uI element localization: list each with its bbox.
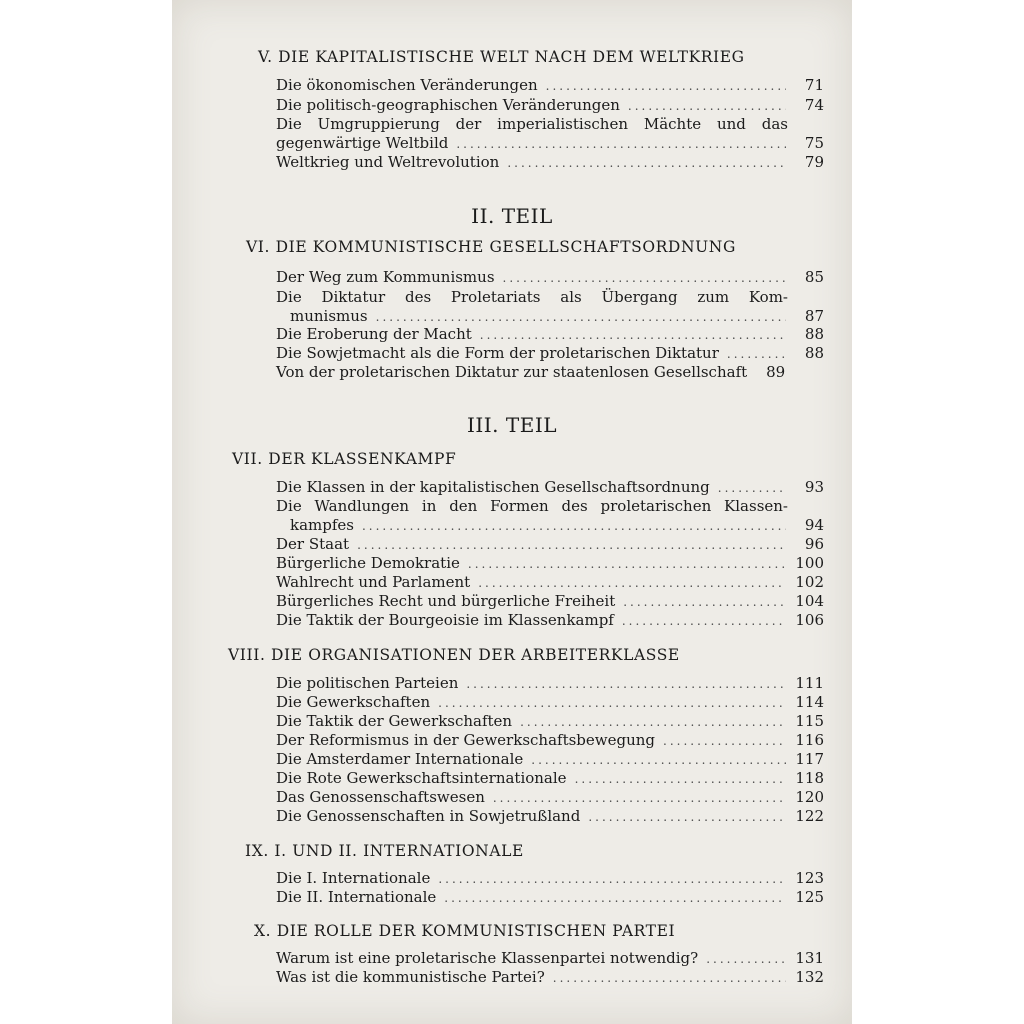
toc-entry	[276, 712, 824, 731]
page-number: 118	[795, 769, 824, 787]
leader-dots	[623, 593, 786, 612]
toc-entry	[276, 497, 824, 535]
page-number: 88	[804, 344, 824, 362]
toc-entry	[276, 769, 824, 788]
leader-dots	[478, 574, 786, 593]
leader-dots	[468, 555, 786, 574]
leader-dots	[546, 77, 786, 96]
toc-entry	[276, 115, 824, 153]
entry-title: Die Rote Gewerkschaftsinternationale	[276, 769, 567, 787]
book-page	[172, 0, 852, 1024]
toc-entry	[276, 674, 824, 693]
leader-dots	[520, 713, 786, 732]
page-number: 85	[804, 268, 824, 286]
toc-entry	[276, 788, 824, 807]
entry-title: gegenwärtige Weltbild	[276, 134, 449, 152]
chapter-heading-v	[258, 48, 745, 66]
toc-entry	[276, 750, 824, 769]
leader-dots	[622, 612, 786, 631]
chapter-title: VI. DIE KOMMUNISTISCHE GESELLSCHAFTSORDNUNG	[246, 238, 736, 256]
entry-title: Die Genossenschaften in Sowjetrußland	[276, 807, 581, 825]
page-number: 125	[795, 888, 824, 906]
chapter-heading-x	[254, 922, 675, 940]
page-number: 120	[795, 788, 824, 806]
entry-title: Der Reformismus in der Gewerkschaftsbewegung	[276, 731, 656, 749]
toc-entry	[276, 731, 824, 750]
leader-dots	[663, 732, 786, 751]
entry-title: Die Sowjetmacht als die Form der proletarischen Diktatur	[276, 344, 719, 362]
entry-title: Weltkrieg und Weltrevolution	[276, 153, 500, 171]
chapter-title: VIII. DIE ORGANISATIONEN DER ARBEITERKLASSE	[228, 646, 680, 664]
page-number: 123	[795, 869, 824, 887]
toc-entry	[276, 478, 824, 497]
toc-entry	[276, 76, 824, 95]
page-number: 93	[804, 478, 824, 496]
page-number: 131	[795, 949, 824, 967]
toc-entry	[276, 611, 824, 630]
entry-title: Die Taktik der Gewerkschaften	[276, 712, 513, 730]
leader-dots	[575, 770, 786, 789]
chapter-title: IX. I. UND II. INTERNATIONALE	[245, 842, 524, 860]
entry-title: Die ökonomischen Veränderungen	[276, 76, 538, 94]
toc-entry	[276, 344, 824, 363]
entry-title: munismus	[290, 307, 368, 325]
toc-entry	[276, 363, 824, 382]
toc-entry	[276, 153, 824, 172]
leader-dots	[507, 154, 786, 173]
leader-dots	[493, 789, 786, 808]
entry-title: Die I. Internationale	[276, 869, 431, 887]
page-number: 114	[795, 693, 824, 711]
leader-dots	[456, 135, 786, 154]
entry-title: Warum ist eine proletarische Klassenpartei notwendig?	[276, 949, 699, 967]
leader-dots	[503, 269, 786, 288]
page-number: 104	[795, 592, 824, 610]
page-number: 96	[804, 535, 824, 553]
entry-title: kampfes	[290, 516, 354, 534]
entry-title: Wahlrecht und Parlament	[276, 573, 471, 591]
chapter-title: V. DIE KAPITALISTISCHE WELT NACH DEM WELTKRIEG	[258, 48, 745, 66]
page-number: 100	[795, 554, 824, 572]
page-number: 116	[795, 731, 824, 749]
entry-title: Von der proletarischen Diktatur zur staatenlosen Gesellschaft	[276, 363, 748, 381]
leader-dots	[362, 517, 786, 536]
toc-entry	[276, 869, 824, 888]
page-number: 115	[795, 712, 824, 730]
toc-entry	[276, 268, 824, 287]
entry-title: Die politischen Parteien	[276, 674, 459, 692]
chapter-heading-vii	[232, 450, 456, 468]
entry-title: Die II. Internationale	[276, 888, 437, 906]
leader-dots	[466, 675, 786, 694]
chapter-heading-ix	[245, 842, 524, 860]
page-number: 87	[804, 307, 824, 325]
page-number: 117	[795, 750, 824, 768]
page-number: 111	[795, 674, 824, 692]
entry-title: Das Genossenschaftswesen	[276, 788, 485, 806]
toc-entry	[276, 554, 824, 573]
page-number: 71	[804, 76, 824, 94]
leader-dots	[628, 97, 786, 116]
toc-entry	[276, 288, 824, 326]
chapter-title: VII. DER KLASSENKAMPF	[232, 450, 457, 468]
toc-entry	[276, 592, 824, 611]
entry-title: Die Gewerkschaften	[276, 693, 431, 711]
page-number: 88	[804, 325, 824, 343]
entry-title: Die Eroberung der Macht	[276, 325, 472, 343]
leader-dots	[531, 751, 786, 770]
toc-entry	[276, 888, 824, 907]
entry-title-line1: Die Umgruppierung der imperialistischen Mächte und das	[276, 115, 788, 133]
entry-title: Bürgerliche Demokratie	[276, 554, 460, 572]
leader-dots	[444, 889, 786, 908]
toc-entry	[276, 96, 824, 115]
leader-dots	[357, 536, 786, 555]
chapter-title: X. DIE ROLLE DER KOMMUNISTISCHEN PARTEI	[254, 922, 676, 940]
entry-title: Was ist die kommunistische Partei?	[276, 968, 545, 986]
leader-dots	[706, 950, 786, 969]
leader-dots	[438, 870, 786, 889]
leader-dots	[438, 694, 786, 713]
toc-entry	[276, 573, 824, 592]
leader-dots	[553, 969, 786, 988]
entry-title: Die politisch-geographischen Veränderungen	[276, 96, 620, 114]
entry-title: Die Klassen in der kapitalistischen Gesellschaftsordnung	[276, 478, 710, 496]
part-heading-iii: III. TEIL	[466, 413, 558, 437]
entry-title: Die Amsterdamer Internationale	[276, 750, 524, 768]
page-number: 79	[804, 153, 824, 171]
toc-entry	[276, 535, 824, 554]
entry-title-line1: Die Diktatur des Proletariats als Übergang zum Kom-	[276, 288, 788, 306]
page-number: 122	[795, 807, 824, 825]
entry-title-line1: Die Wandlungen in den Formen des proletarischen Klassen-	[276, 497, 788, 515]
chapter-heading-vi	[246, 238, 736, 256]
page-number: 74	[804, 96, 824, 114]
toc-entry	[276, 325, 824, 344]
chapter-heading-viii	[228, 646, 680, 664]
entry-title: Die Taktik der Bourgeoisie im Klassenkampf	[276, 611, 614, 629]
toc-entry	[276, 693, 824, 712]
part-heading-ii: II. TEIL	[471, 204, 553, 228]
leader-dots	[718, 479, 786, 498]
entry-title: Der Weg zum Kommunismus	[276, 268, 495, 286]
page-number: 102	[795, 573, 824, 591]
page-number: 75	[804, 134, 824, 152]
leader-dots	[588, 808, 786, 827]
leader-dots	[727, 345, 786, 364]
toc-entry	[276, 968, 824, 987]
leader-dots	[480, 326, 786, 345]
page-number: 106	[795, 611, 824, 629]
entry-title: Der Staat	[276, 535, 350, 553]
page-number: 94	[804, 516, 824, 534]
toc-entry	[276, 807, 824, 826]
page-number: 132	[795, 968, 824, 986]
entry-title: Bürgerliches Recht und bürgerliche Freiheit	[276, 592, 616, 610]
toc-entry	[276, 949, 824, 968]
page-number: 89	[766, 363, 786, 381]
